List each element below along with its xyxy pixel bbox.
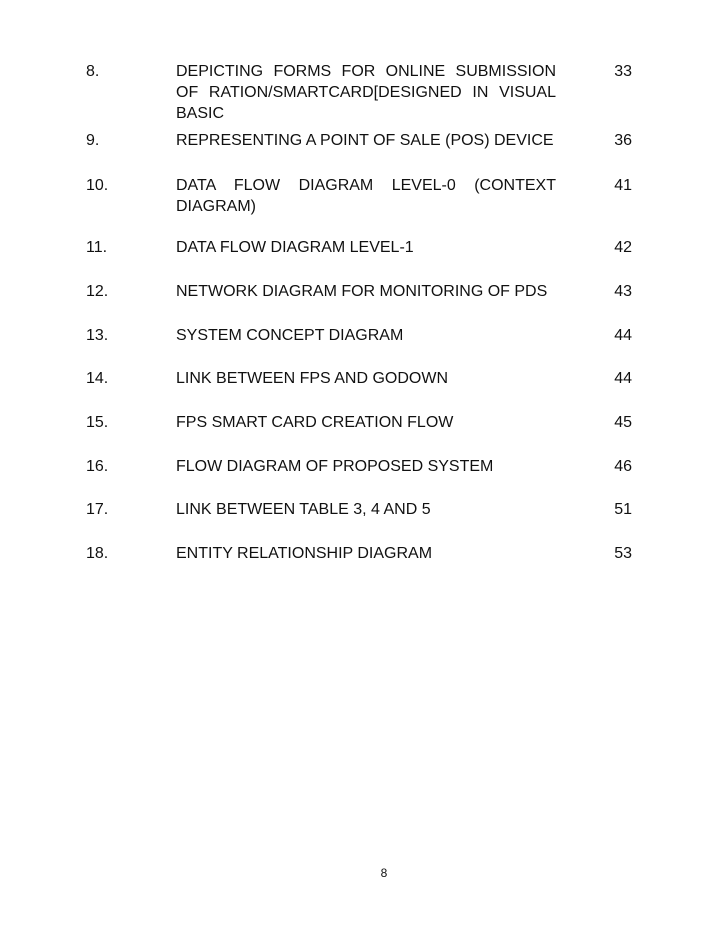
toc-entry-title: SYSTEM CONCEPT DIAGRAM — [176, 327, 404, 344]
toc-entry-number: 17. — [86, 501, 109, 518]
toc-entry-title: DATA FLOW DIAGRAM LEVEL-1 — [176, 239, 414, 256]
toc-entry — [86, 325, 632, 346]
toc-entry-title: LINK BETWEEN TABLE 3, 4 AND 5 — [176, 501, 431, 518]
toc-entry-title: FLOW DIAGRAM OF PROPOSED SYSTEM — [176, 458, 494, 475]
toc-entry-number: 15. — [86, 414, 109, 431]
toc-entry-page: 44 — [614, 370, 632, 387]
toc-entry — [86, 61, 632, 124]
toc-entry — [86, 456, 632, 477]
toc-entry-page: 33 — [614, 63, 632, 80]
toc-entry — [86, 368, 632, 389]
toc-entry-page: 44 — [614, 327, 632, 344]
toc-entry-page: 42 — [614, 239, 632, 256]
toc-entry-title: NETWORK DIAGRAM FOR MONITORING OF PDS — [176, 283, 548, 300]
toc-entry-page: 36 — [614, 132, 632, 149]
toc-entry-number: 16. — [86, 458, 109, 475]
toc-entry-page: 51 — [614, 501, 632, 518]
toc-entry-number: 8. — [86, 63, 100, 80]
toc-entry-title: REPRESENTING A POINT OF SALE (POS) DEVICE — [176, 132, 554, 149]
toc-entry — [86, 130, 632, 151]
toc-entry-number: 9. — [86, 132, 100, 149]
toc-entry — [86, 499, 632, 520]
toc-entry-page: 43 — [614, 283, 632, 300]
toc-entry — [86, 412, 632, 433]
toc-entry-title: ENTITY RELATIONSHIP DIAGRAM — [176, 545, 433, 562]
toc-entry-page: 53 — [614, 545, 632, 562]
toc-entry-number: 11. — [86, 239, 108, 256]
toc-entry-number: 13. — [86, 327, 109, 344]
toc-entry-page: 46 — [614, 458, 632, 475]
toc-entry-title: DEPICTING FORMS FOR ONLINE SUBMISSION OF RATION/SMARTCARD[DESIGNED IN VISUAL BASIC — [176, 63, 556, 122]
toc-entry — [86, 237, 632, 258]
toc-entry-number: 12. — [86, 283, 109, 300]
toc-entry-number: 18. — [86, 545, 109, 562]
toc-entry — [86, 175, 632, 217]
page-number: 8 — [380, 866, 388, 880]
toc-entry — [86, 281, 632, 302]
toc-entry-title: LINK BETWEEN FPS AND GODOWN — [176, 370, 449, 387]
toc-entry-number: 14. — [86, 370, 109, 387]
toc-entry-number: 10. — [86, 177, 109, 194]
toc-entry-page: 41 — [614, 177, 632, 194]
toc-entry-title: FPS SMART CARD CREATION FLOW — [176, 414, 454, 431]
toc-entry-title: DATA FLOW DIAGRAM LEVEL-0 (CONTEXT DIAGRAM) — [176, 177, 556, 215]
toc-entry-page: 45 — [614, 414, 632, 431]
toc-entry — [86, 543, 632, 564]
